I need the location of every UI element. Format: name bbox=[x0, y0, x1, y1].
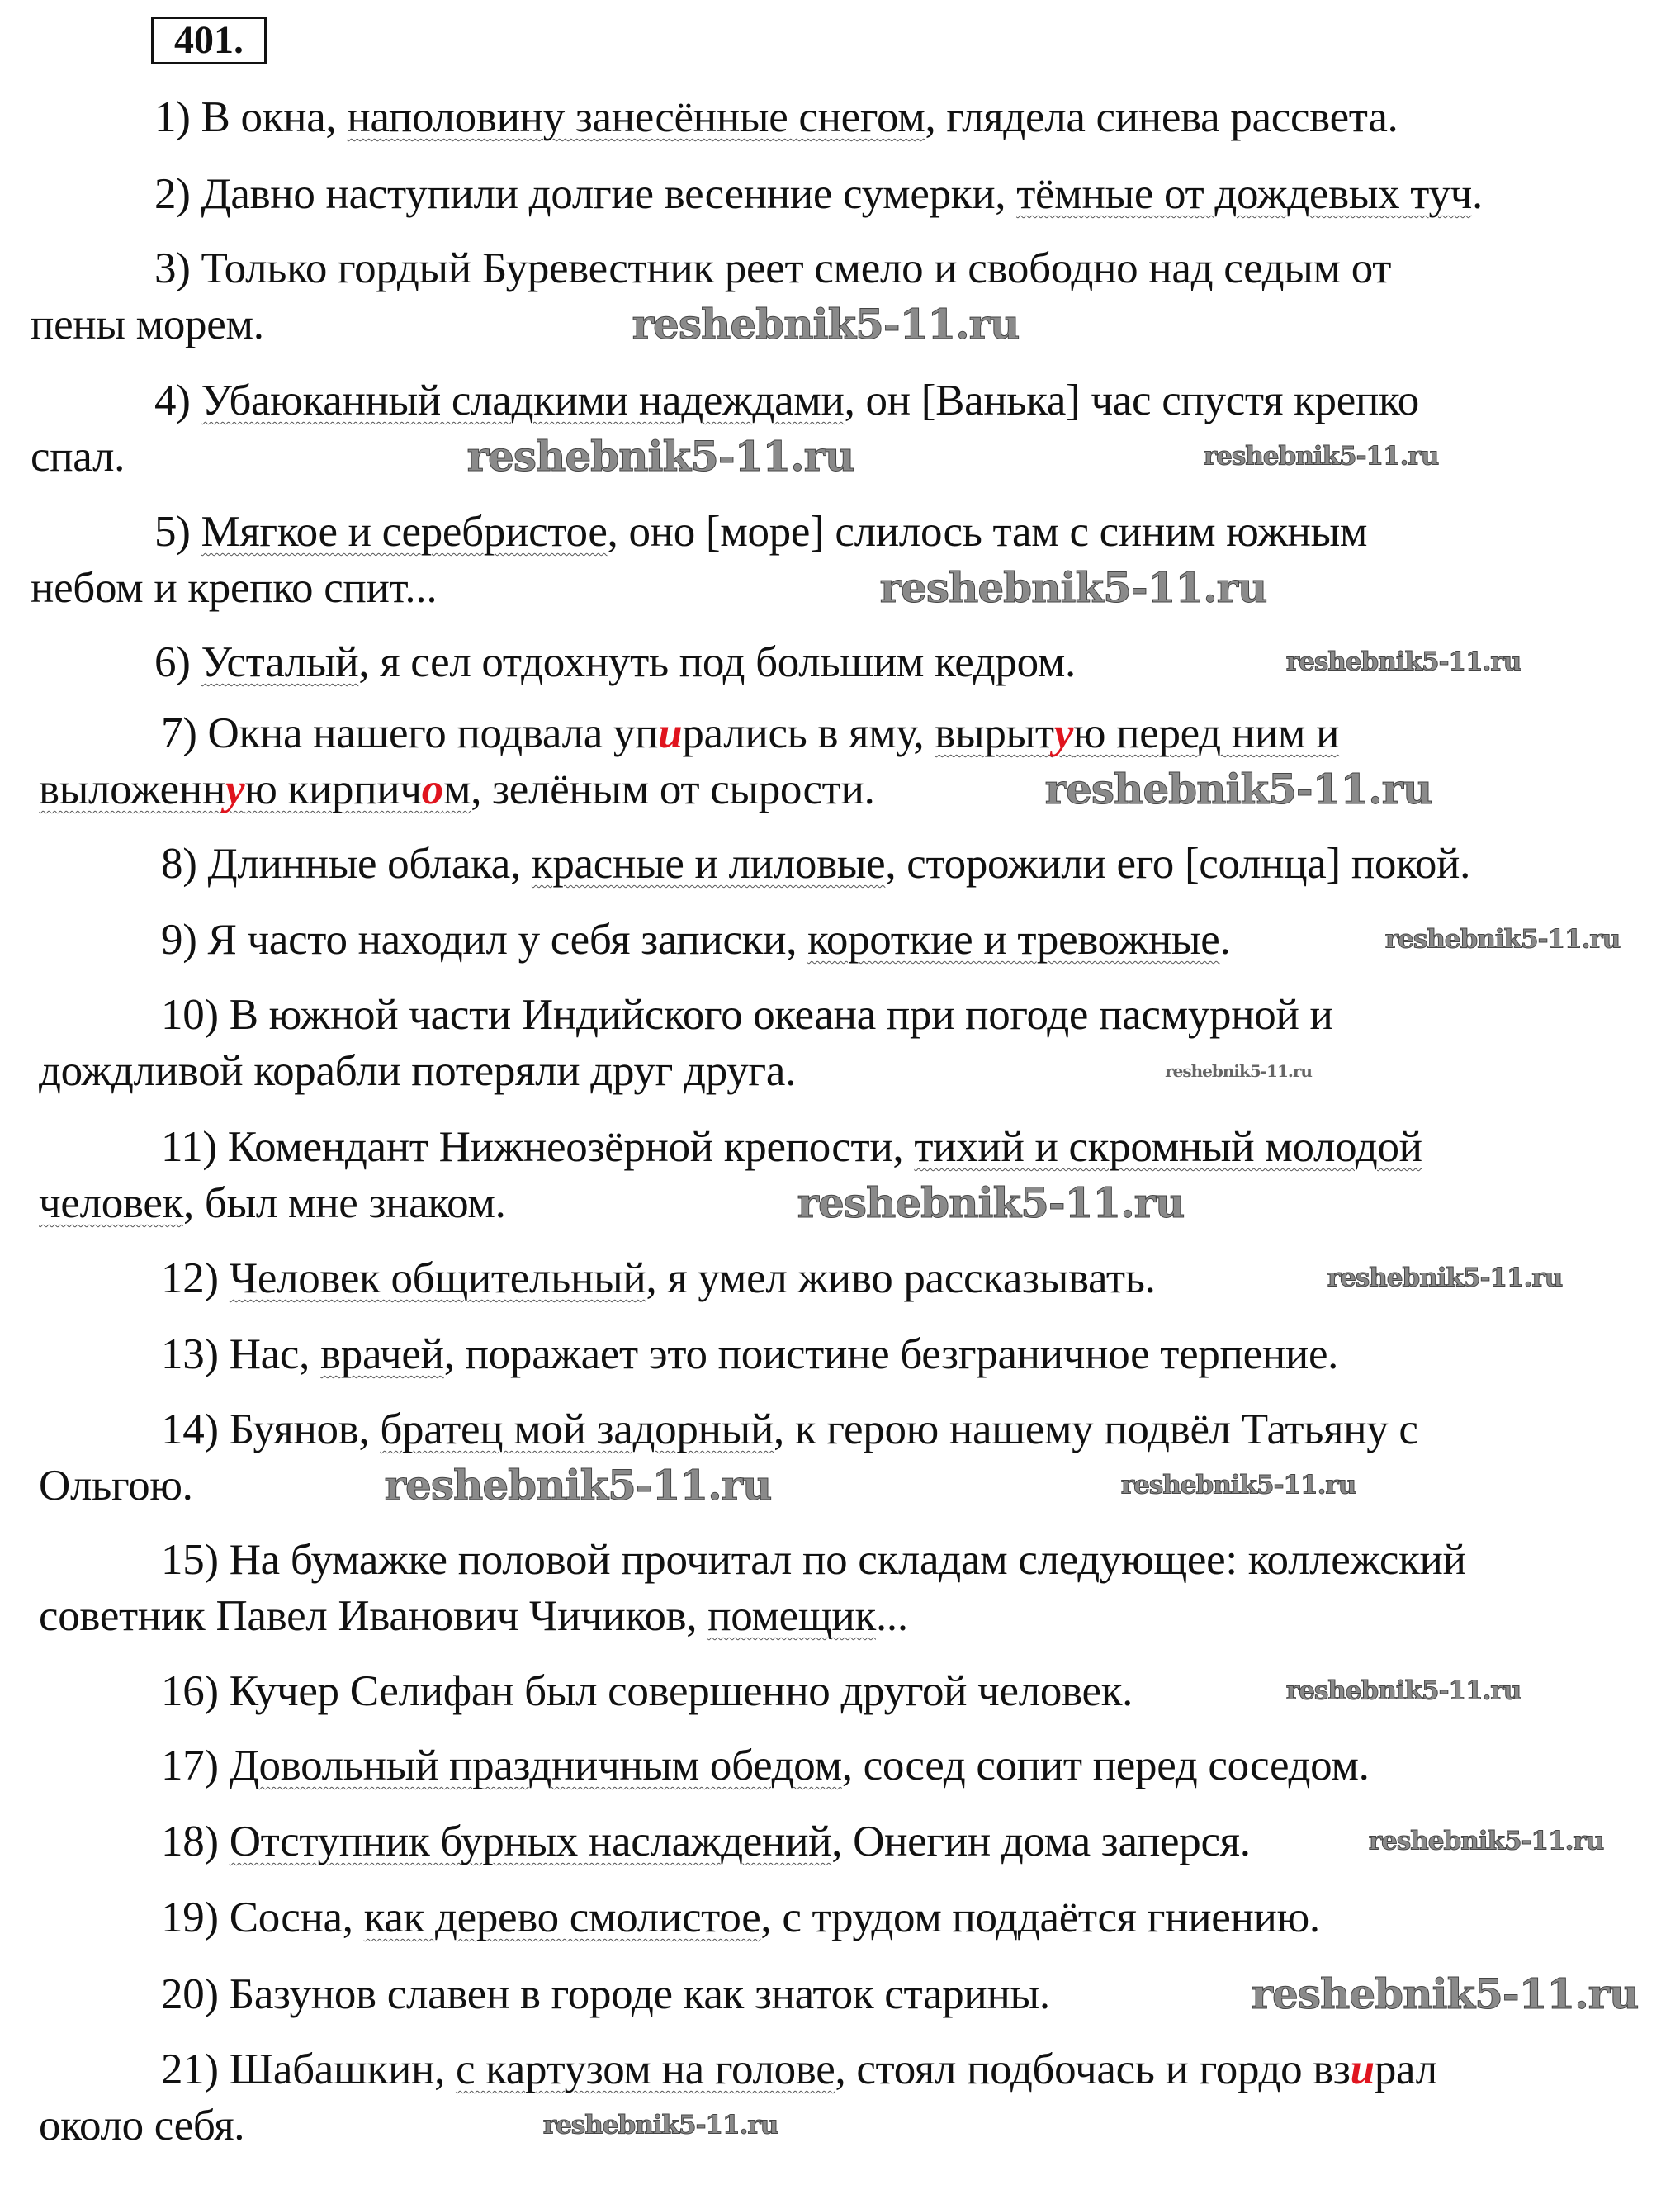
underlined-phrase: наполовину занесённые снегом bbox=[347, 93, 925, 141]
highlighted-letter: и bbox=[658, 709, 683, 757]
watermark: reshebnik5-11.ru bbox=[384, 1461, 772, 1510]
underlined-phrase: Усталый bbox=[201, 638, 359, 686]
text-segment: , к герою нашему подвёл Татьяну с bbox=[774, 1405, 1418, 1453]
text-segment: Ольгою. bbox=[39, 1462, 193, 1510]
text-segment: , был мне знаком. bbox=[183, 1179, 506, 1227]
underlined-phrase: как дерево смолистое bbox=[363, 1894, 761, 1941]
underlined-phrase: тёмные от дождевых туч bbox=[1016, 170, 1473, 218]
text-segment: 18) bbox=[161, 1818, 230, 1865]
underlined-phrase: Убаюканный сладкими надеждами bbox=[201, 377, 845, 424]
underlined-phrase: ю перед ним и bbox=[1072, 709, 1340, 757]
underlined-phrase: м bbox=[442, 765, 471, 813]
paragraph-line bbox=[161, 990, 1333, 1040]
watermark: reshebnik5-11.ru bbox=[466, 432, 854, 481]
paragraph-line bbox=[161, 839, 1470, 889]
underlined-phrase: Довольный праздничным обедом bbox=[229, 1742, 842, 1789]
paragraph-line bbox=[161, 1666, 1133, 1716]
highlighted-letter: о bbox=[421, 765, 443, 813]
text-segment: 2) Давно наступили долгие весенние сумерки, bbox=[154, 170, 1017, 218]
paragraph-line bbox=[154, 638, 1076, 687]
text-segment: 16) Кучер Селифан был совершенно другой человек. bbox=[161, 1667, 1133, 1715]
text-segment: , поражает это поистине безграничное терпение. bbox=[443, 1330, 1339, 1378]
highlighted-letter: у bbox=[225, 765, 245, 813]
text-segment: 3) Только гордый Буревестник реет смело и свободно над седым от bbox=[154, 244, 1392, 292]
text-segment: рались в яму, bbox=[682, 709, 935, 757]
underlined-phrase: Мягкое и серебристое bbox=[201, 508, 608, 556]
text-segment: 8) Длинные облака, bbox=[161, 840, 532, 888]
watermark: reshebnik5-11.ru bbox=[1285, 647, 1521, 677]
paragraph-line bbox=[154, 507, 1367, 557]
paragraph-line bbox=[161, 1330, 1338, 1379]
text-segment: . bbox=[1472, 170, 1483, 218]
text-segment: . bbox=[1219, 916, 1231, 964]
text-segment: , я умел живо рассказывать. bbox=[646, 1254, 1156, 1302]
text-segment: дождливой корабли потеряли друг друга. bbox=[39, 1047, 797, 1095]
paragraph-line bbox=[161, 1535, 1466, 1585]
text-segment: , я сел отдохнуть под большим кедром. bbox=[358, 638, 1076, 686]
paragraph-line bbox=[39, 765, 875, 814]
paragraph-line bbox=[161, 2045, 1437, 2094]
underlined-phrase: Человек общительный bbox=[229, 1254, 646, 1302]
paragraph-line bbox=[161, 915, 1230, 965]
text-segment: , глядела синева рассвета. bbox=[925, 93, 1398, 141]
paragraph-line bbox=[39, 1046, 796, 1096]
underlined-phrase: человек bbox=[39, 1179, 184, 1227]
text-segment: 10) В южной части Индийского океана при погоде пасмурной и bbox=[161, 991, 1333, 1039]
text-segment: 19) Сосна, bbox=[161, 1894, 364, 1941]
text-segment: 12) bbox=[161, 1254, 230, 1302]
text-segment: 5) bbox=[154, 508, 201, 556]
watermark: reshebnik5-11.ru bbox=[632, 300, 1020, 348]
underlined-phrase: вырыт bbox=[935, 709, 1054, 757]
watermark: reshebnik5-11.ru bbox=[1384, 924, 1621, 955]
text-segment: 15) На бумажке половой прочитал по складам следующее: коллежский bbox=[161, 1536, 1466, 1584]
text-segment: , он [Ванька] час спустя крепко bbox=[844, 377, 1420, 424]
paragraph-line bbox=[31, 563, 437, 613]
text-segment: 7) Окна нашего подвала уп bbox=[161, 709, 659, 757]
underlined-phrase: красные и лиловые bbox=[531, 840, 886, 888]
text-segment: , сосед сопит перед соседом. bbox=[841, 1742, 1370, 1789]
paragraph-line bbox=[161, 1893, 1320, 1942]
text-segment: 20) Базунов славен в городе как знаток старины. bbox=[161, 1970, 1050, 2018]
underlined-phrase: выложенн bbox=[39, 765, 226, 813]
paragraph-line bbox=[154, 92, 1398, 142]
text-segment: 14) Буянов, bbox=[161, 1405, 381, 1453]
watermark: reshebnik5-11.ru bbox=[1044, 765, 1432, 813]
watermark: reshebnik5-11.ru bbox=[1120, 1470, 1356, 1500]
text-segment: , зелёным от сырости. bbox=[471, 765, 875, 813]
text-segment: 1) В окна, bbox=[154, 93, 348, 141]
paragraph-line bbox=[39, 1461, 193, 1510]
paragraph-line bbox=[154, 376, 1419, 425]
paragraph-line bbox=[161, 1254, 1156, 1303]
highlighted-letter: у bbox=[1053, 709, 1073, 757]
paragraph-line bbox=[161, 1741, 1370, 1790]
text-segment: 4) bbox=[154, 377, 201, 424]
text-segment: около себя. bbox=[39, 2102, 245, 2149]
underlined-phrase: помещик bbox=[707, 1592, 876, 1640]
watermark: reshebnik5-11.ru bbox=[542, 2110, 778, 2140]
paragraph-line bbox=[161, 1817, 1251, 1866]
paragraph-line bbox=[161, 709, 1339, 758]
watermark: reshebnik5-11.ru bbox=[797, 1178, 1185, 1227]
paragraph-line bbox=[39, 1591, 908, 1641]
text-segment: 21) Шабашкин, bbox=[161, 2045, 456, 2093]
text-segment: ... bbox=[875, 1592, 908, 1640]
text-segment: , оно [море] слилось там с синим южным bbox=[607, 508, 1368, 556]
watermark: reshebnik5-11.ru bbox=[1203, 441, 1439, 472]
paragraph-line bbox=[154, 169, 1483, 219]
watermark: reshebnik5-11.ru bbox=[1165, 1061, 1312, 1081]
watermark: reshebnik5-11.ru bbox=[1251, 1969, 1639, 2018]
underlined-phrase: Отступник бурных наслаждений bbox=[229, 1818, 832, 1865]
underlined-phrase: тихий и скромный молодой bbox=[914, 1123, 1422, 1171]
paragraph-line bbox=[31, 300, 264, 349]
underlined-phrase: ю кирпич bbox=[244, 765, 422, 813]
text-segment: рал bbox=[1374, 2045, 1437, 2093]
paragraph-line bbox=[161, 1969, 1050, 2019]
text-segment: 9) Я часто находил у себя записки, bbox=[161, 916, 808, 964]
text-segment: 17) bbox=[161, 1742, 230, 1789]
paragraph-line bbox=[39, 2101, 244, 2150]
exercise-number: 401. bbox=[151, 17, 267, 64]
text-segment: советник Павел Иванович Чичиков, bbox=[39, 1592, 708, 1640]
highlighted-letter: и bbox=[1350, 2045, 1375, 2093]
watermark: reshebnik5-11.ru bbox=[1368, 1826, 1604, 1856]
paragraph-line bbox=[39, 1178, 506, 1228]
text-segment: , сторожили его [солнца] покой. bbox=[885, 840, 1471, 888]
underlined-phrase: врачей bbox=[320, 1330, 444, 1378]
text-segment: , Онегин дома заперся. bbox=[831, 1818, 1251, 1865]
watermark: reshebnik5-11.ru bbox=[879, 563, 1267, 612]
text-segment: спал. bbox=[31, 433, 125, 481]
underlined-phrase: с картузом на голове bbox=[455, 2045, 835, 2093]
paragraph-line bbox=[161, 1122, 1422, 1172]
underlined-phrase: короткие и тревожные bbox=[807, 916, 1220, 964]
text-segment: 11) Комендант Нижнеозёрной крепости, bbox=[161, 1123, 915, 1171]
watermark: reshebnik5-11.ru bbox=[1285, 1676, 1521, 1706]
underlined-phrase: братец мой задорный bbox=[380, 1405, 774, 1453]
paragraph-line bbox=[161, 1405, 1418, 1454]
text-segment: 6) bbox=[154, 638, 201, 686]
text-segment: 13) Нас, bbox=[161, 1330, 321, 1378]
paragraph-line bbox=[31, 432, 125, 481]
watermark: reshebnik5-11.ru bbox=[1327, 1263, 1563, 1293]
text-segment: , стоял подбочась и гордо вз bbox=[835, 2045, 1351, 2093]
paragraph-line bbox=[154, 244, 1391, 293]
text-segment: пены морем. bbox=[31, 301, 264, 348]
text-segment: , с трудом поддаётся гниению. bbox=[760, 1894, 1320, 1941]
text-segment: небом и крепко спит... bbox=[31, 564, 438, 612]
